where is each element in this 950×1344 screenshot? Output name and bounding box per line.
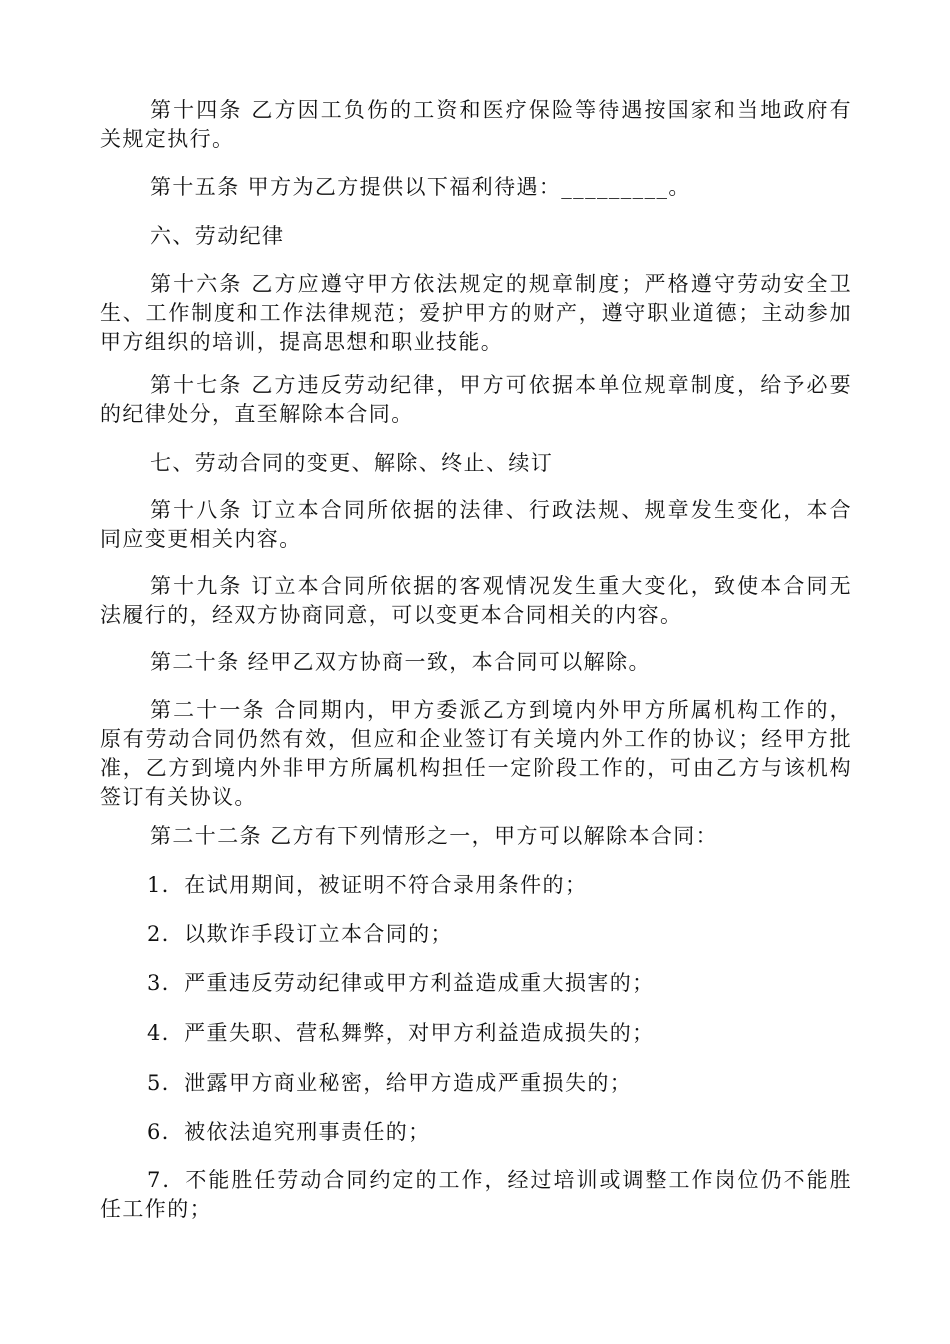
list-item-6: 6．被依法追究刑事责任的； [147,1120,431,1144]
article-15-paragraph: 第十五条 甲方为乙方提供以下福利待遇：_________。 [150,175,691,199]
list-item-1: 1．在试用期间，被证明不符合录用条件的； [147,873,588,897]
article-17-paragraph: 第十七条 乙方违反劳动纪律，甲方可依据本单位规章制度，给予必要的纪律处分，直至解除本合同。 [100,373,852,426]
article-16-paragraph: 第十六条 乙方应遵守甲方依法规定的规章制度；严格遵守劳动安全卫生、工作制度和工作法律规范；爱护甲方的财产，遵守职业道德；主动参加甲方组织的培训，提高思想和职业技能。 [100,272,852,354]
list-item-3: 3．严重违反劳动纪律或甲方利益造成重大损害的； [147,971,655,995]
list-item-2: 2．以欺诈手段订立本合同的； [147,922,453,946]
article-22-paragraph: 第二十二条 乙方有下列情形之一，甲方可以解除本合同： [150,824,719,848]
section-7-heading: 七、劳动合同的变更、解除、终止、续订 [150,451,554,475]
article-18-paragraph: 第十八条 订立本合同所依据的法律、行政法规、规章发生变化，本合同应变更相关内容。 [100,498,852,551]
article-19-paragraph: 第十九条 订立本合同所依据的客观情况发生重大变化，致使本合同无法履行的，经双方协商同意，可以变更本合同相关的内容。 [100,574,852,627]
list-item-5: 5．泄露甲方商业秘密，给甲方造成严重损失的； [147,1071,633,1095]
list-item-7: 7．不能胜任劳动合同约定的工作，经过培训或调整工作岗位仍不能胜任工作的； [100,1168,852,1221]
list-item-4: 4．严重失职、营私舞弊，对甲方利益造成损失的； [147,1021,655,1045]
article-20-paragraph: 第二十条 经甲乙双方协商一致，本合同可以解除。 [150,650,651,674]
article-14-paragraph: 第十四条 乙方因工负伤的工资和医疗保险等待遇按国家和当地政府有关规定执行。 [100,98,852,151]
article-21-paragraph: 第二十一条 合同期内，甲方委派乙方到境内外甲方所属机构工作的，原有劳动合同仍然有效，但应和企业签订有关境内外工作的协议；经甲方批准，乙方到境内外非甲方所属机构担任一定阶段工作的，可由乙方与该机构签订有关协议。 [100,698,852,809]
section-6-heading: 六、劳动纪律 [150,224,285,248]
